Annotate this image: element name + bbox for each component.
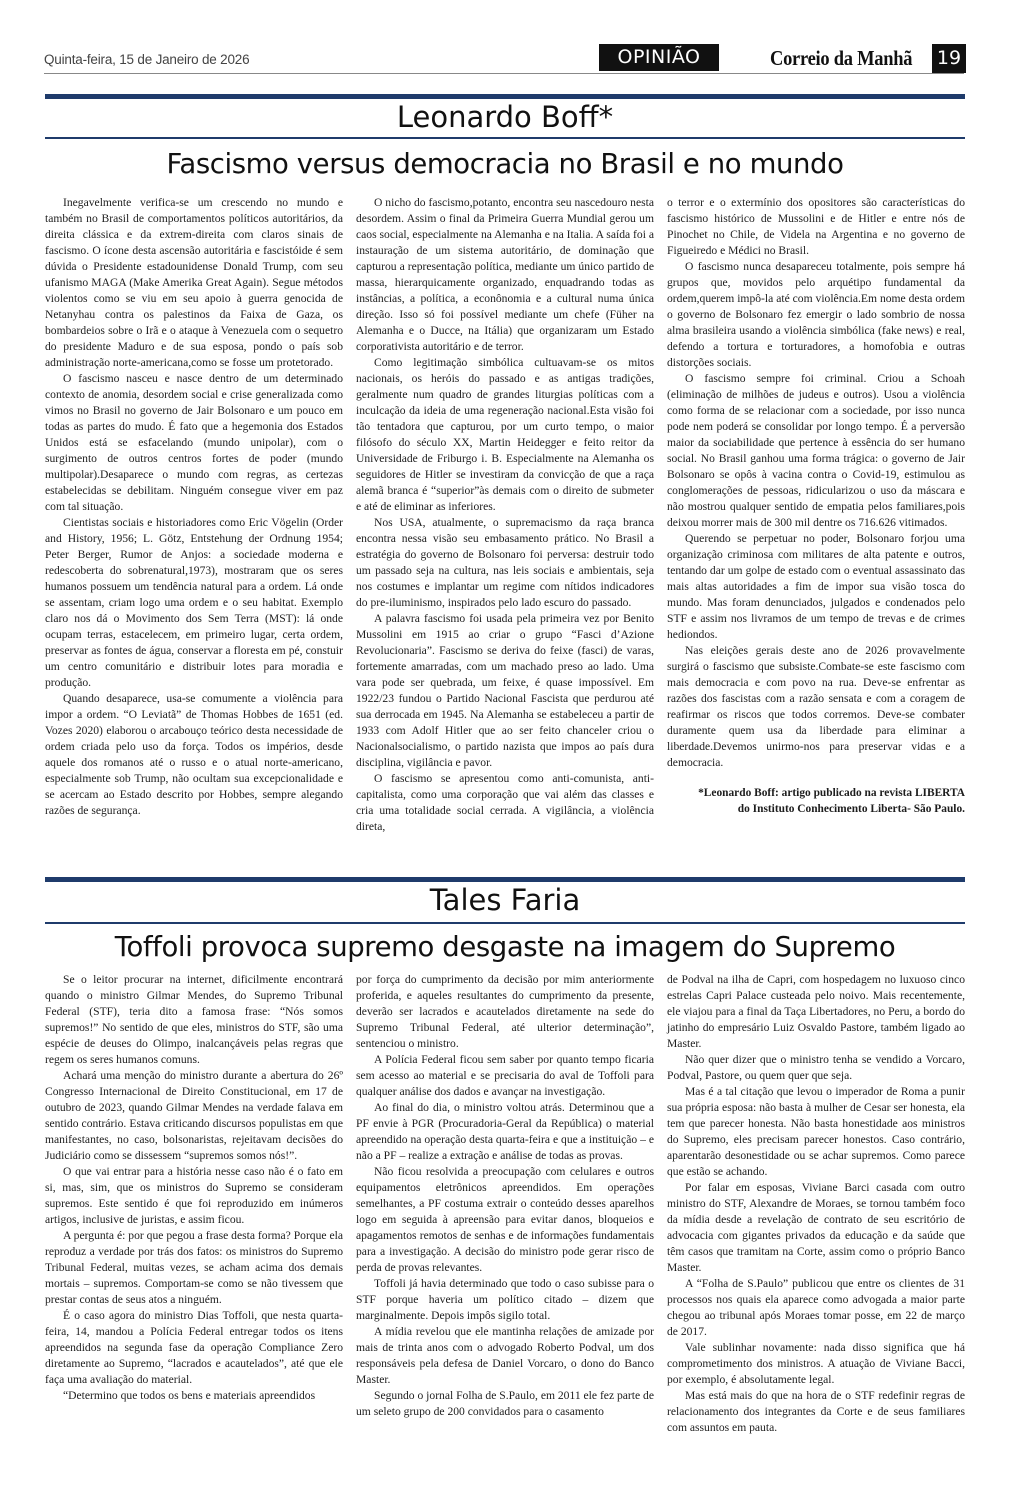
body-column-2	[356, 195, 654, 835]
paragraph: O fascismo sempre foi criminal. Criou a Schoah (eliminação de milhões de judeus e outros). Usou a violência como forma de se relacionar com a sociedade, por isso nunca pode nem poderá se consolidar por longo tempo. É a perversão maior da sociabilidade que pertence à essência do ser humano social. No Brasil ganhou uma forma trágica: o governo de Jair Bolsonaro se opôs à vacina contra o Covid-19, estimulou as conglomerações de pessoas, ridicularizou o uso da máscara e não mostrou qualquer sentido de empatia pelos familiares,pois deixou morrer mais de 300 mil dentre os 716.626 vitimados.	[667, 372, 965, 529]
paragraph: por força do cumprimento da decisão por mim anteriormente proferida, e aqueles resultantes do cumprimento da presente, deverão ser lacrados e acautelados diretamente na sede do Supremo Tribunal Federal, até ulterior determinação”, sentenciou o ministro.	[356, 973, 654, 1050]
paragraph: É o caso agora do ministro Dias Toffoli, que nesta quarta-feira, 14, mandou a Polícia Federal entregar todos os itens apreendidos na segunda fase da operação Compliance Zero diretamente ao Supremo, “lacrados e acautelados”, até que ele faça uma avaliação do material.	[45, 1309, 343, 1386]
paragraph: Quando desaparece, usa-se comumente a violência para impor a ordem. “O Leviatã” de Thomas Hobbes de 1651 (ed. Vozes 2020) elaborou o arcabouço teórico desta necessidade de ordem criada pelo uso da força. Todos os impérios, desde aquele dos romanos até o russo e o atual norte-americano, especialmente sob Trump, não ocultam sua excepcionalidade e se acercam ao Estado descrito por Hobbes, sempre alegando razões de segurança.	[45, 692, 343, 817]
body-column-1	[45, 195, 343, 835]
section-tag: OPINIÃO	[599, 44, 719, 71]
article-body	[45, 195, 965, 835]
paragraph: O fascismo nasceu e nasce dentro de um determinado contexto de anomia, desordem social e crise generalizada como vimos no Brasil no governo de Jair Bolsonaro e um pouco em todas as partes do mudo. É fato que a hegemonia dos Estados Unidos está se esfacelando (mundo unipolar), com o surgimento de outros centros fortes de poder (mundo multipolar).Desaparece o mundo com regras, as certezas estabelecidas se debilitam. Ninguém consegue viver em paz com tal situação.	[45, 372, 343, 513]
paragraph: “Determino que todos os bens e materiais apreendidos	[63, 1389, 316, 1402]
paragraph: Não quer dizer que o ministro tenha se vendido a Vorcaro, Podval, Pastore, ou quem quer que seja.	[667, 1053, 965, 1082]
paragraph: A palavra fascismo foi usada pela primeira vez por Benito Mussolini em 1915 ao criar o grupo “Fasci d’Azione Revolucionaria”. Fascismo se deriva do feixe (fasci) de varas, fortemente amarradas, com um machado preso ao lado. Uma vara pode ser quebrada, um feixe, é quase impossível. Em 1922/23 fundou o Partido Nacional Fascista que perdurou até sua derrocada em 1945. Na Alemanha se estabeleceu a partir de 1933 com Adolf Hitler que ao ser feito chanceler criou o Nacionalsocialismo, o partido nazista que impos ao país dura disciplina, vigilância e pavor.	[356, 612, 654, 769]
paragraph: A pergunta é: por que pegou a frase desta forma? Porque ela reproduz a verdade por trás dos fatos: os ministros do Supremo Tribunal Federal, muitas vezes, se acham acima dos demais mortais – supremos. Comportam-se como se não tivessem que prestar contas de seus atos a ninguém.	[45, 1229, 343, 1306]
paragraph: Por falar em esposas, Viviane Barci casada com outro ministro do STF, Alexandre de Moraes, se tornou também foco da mídia desde a revelação de contrato de seu escritório de advocacia com gigantes privados da educação e da saúde que têm casos que tramitam na Corte, assim como o próprio Banco Master.	[667, 1181, 965, 1274]
article-top-rule	[45, 877, 965, 882]
article-top-rule	[45, 94, 965, 99]
paragraph: Achará uma menção do ministro durante a abertura do 26º Congresso Internacional de Direito Constitucional, em 17 de outubro de 2023, quando Gilmar Mendes na verdade falava em sentido contrário. Estava criticando discursos populistas em que manifestantes, no caso, bolsonaristas, rejeitavam decisões do Judiciário como se dissessem “supremos somos nós!”.	[45, 1069, 343, 1162]
author-byline: Leonardo Boff*	[396, 100, 614, 134]
newspaper-logo: Correio da Manhã	[770, 46, 913, 70]
paragraph: Nas eleições gerais deste ano de 2026 provavelmente surgirá o fascismo que subsiste.Combate-se este fascismo com mais democracia e com povo na rua. Deve-se enfrentar as razões dos fascistas com a razão sensata e com a coragem de reafirmar os riscos que todos corremos. Deve-se combater duramente quem usa da liberdade para eliminar a liberdade.Devemos unirmo-nos para preservar vidas e a democracia.	[667, 644, 965, 769]
paragraph: Como legitimação simbólica cultuavam-se os mitos nacionais, os heróis do passado e as antigas tradições, geralmente num quadro de grandes liturgias políticas com a inculcação da ideia de uma regeneração nacional.Esta visão foi tão tentadora que capturou, por um curto tempo, o maior filósofo do século XX, Martin Heidegger e feito reitor da Universidade de Friburgo i. B. Especialmente na Alemanha os seguidores de Hitler se investiram da convicção de que a raça alemã branca é “superior”às demais com o direito de submeter e até de eliminar as inferiores.	[356, 356, 654, 513]
paragraph: A “Folha de S.Paulo” publicou que entre os clientes de 31 processos nos quais ela aparece como advogada a maior parte chegou ao tribunal após Moraes tomar posse, em 22 de março de 2017.	[667, 1277, 965, 1338]
paragraph: O fascismo se apresentou como anti-comunista, anti-capitalista, como uma corporação que vai além das classes e cria uma totalidade social cerrada. A vigilância, a violência direta,	[356, 772, 654, 833]
author-byline: Tales Faria	[429, 883, 581, 917]
paragraph: A Polícia Federal ficou sem saber por quanto tempo ficaria sem acesso ao material e se precisaria do aval de Toffoli para qualquer análise dos dados e avançar na investigação.	[356, 1053, 654, 1098]
page-masthead	[44, 44, 964, 74]
paragraph: Nos USA, atualmente, o supremacismo da raça branca encontra nessa visão seu embasamento prático. No Brasil a estratégia do governo de Bolsonaro foi perversa: destruir todo um passado seja na cultura, nas leis sociais e ambientais, seja nos costumes e implantar um regime com nítidos indicadores do pre-iluminismo, inspirados pelo lado escuro do passado.	[356, 516, 654, 609]
paragraph: O que vai entrar para a história nesse caso não é o fato em si, mas, sim, que os ministros do Supremo se consideram supremos. Este sentido é que foi reproduzido em inúmeros artigos, inclusive de juristas, e assim ficou.	[45, 1165, 343, 1226]
paragraph: Toffoli já havia determinado que todo o caso subisse para o STF porque haveria um político citado – dizem que marginalmente. Depois impôs sigilo total.	[356, 1277, 654, 1322]
article-headline: Toffoli provoca supremo desgaste na imagem do Supremo	[114, 931, 896, 963]
author-credit	[667, 785, 965, 817]
page-number: 19	[932, 44, 966, 73]
paragraph: Se o leitor procurar na internet, dificilmente encontrará quando o ministro Gilmar Mendes, do Supremo Tribunal Federal (STF), teria dito a famosa frase: “Nós somos supremos!” No sentido de que eles, ministros do STF, são uma espécie de deuses do Olimpo, inalcançáveis pelas regras que regem os seres humanos comuns.	[45, 973, 343, 1066]
paragraph: de Podval na ilha de Capri, com hospedagem no luxuoso cinco estrelas Capri Palace custeada pelo noivo. Mais recentemente, ele viajou para a final da Taça Libertadores, no Peru, a bordo do jatinho do empresário Luiz Osvaldo Pastore, também ligado ao Master.	[667, 973, 965, 1050]
paragraph: Cientistas sociais e historiadores como Eric Vögelin (Order and History, 1956; L. Götz, Entstehung der Ordnung 1954; Peter Berger, Rumor de Anjos: a sociedade moderna e redescoberta do sobrenatural,1973), mostraram que os seres humanos possuem um tendência natural para a ordem. Lá onde se assentam, criam logo uma ordem e o seu habitat. Exemplo claro nos dá o Movimento dos Sem Terra (MST): lá onde ocupam terras, estacelecem, em primeiro lugar, certa ordem, preservar as fontes de água, conservar a floresta em pé, constuir um centro comunitário e distribuir lotes para moradia e produção.	[45, 516, 343, 689]
paragraph: Ao final do dia, o ministro voltou atrás. Determinou que a PF envie à PGR (Procuradoria-Geral da República) o material apreendido na operação desta quarta-feira e que a instituição – e não a PF – realize a extração e análise de todas as provas.	[356, 1101, 654, 1162]
paragraph: Não ficou resolvida a preocupação com celulares e outros equipamentos eletrônicos apreendidos. Em operações semelhantes, a PF costuma extrair o conteúdo desses aparelhos logo em seguida à apreensão para evitar danos, bloqueios e apagamentos remotos de senhas e de informações fundamentais para a investigação. A decisão do ministro pode gerar risco de perda de provas relevantes.	[356, 1165, 654, 1274]
body-column-2	[356, 972, 654, 1436]
credit-line: *Leonardo Boff: artigo publicado na revista LIBERTA	[698, 787, 965, 799]
paragraph: O nicho do fascismo,potanto, encontra seu nascedouro nesta desordem. Assim o final da Primeira Guerra Mundial gerou um caos social, especialmente na Alemanha e na Italia. A saída foi a instauração de um sistema autoritário, de dominação que capturou a representação política, mediante um único partido de massa, hierarquicamente organizado, enquadrando todas as instâncias, a política, a econônomia e a cultural numa única direção. Isso só foi possível mediante um chefe (Füher na Alemanha e o Ducce, na Itália) que organizaram um Estado corporativista autoritário e de terror.	[356, 196, 654, 353]
article-body	[45, 972, 965, 1436]
credit-line: do Instituto Conhecimento Liberta- São Paulo.	[737, 803, 965, 815]
byline-divider	[45, 137, 965, 139]
paragraph: O fascismo nunca desapareceu totalmente, pois sempre há grupos que, movidos pelo arquétipo fundamental da ordem,querem impô-la até com violência.Em nome desta ordem o governo de Bolsonaro fez emergir o lado sombrio de nossa alma brasileira usando a violência simbólica (fake news) e real, defendo a tortura e torturadores, a homofobia e outras distorções sociais.	[667, 260, 965, 369]
paragraph: Querendo se perpetuar no poder, Bolsonaro forjou uma organização criminosa com militares de alta patente e outros, tentando dar um golpe de estado com o eventual assassinato das mais altas autoridades a fim de impor sua visão tosca do mundo. Mas foram denunciados, julgados e condenados pelo STF e assim nos livramos de um tempo de trevas e de crimes hediondos.	[667, 532, 965, 641]
body-column-1	[45, 972, 343, 1436]
issue-date: Quinta-feira, 15 de Janeiro de 2026	[44, 52, 250, 67]
paragraph: Segundo o jornal Folha de S.Paulo, em 2011 ele fez parte de um seleto grupo de 200 convidados para o casamento	[356, 1389, 655, 1418]
article-headline: Fascismo versus democracia no Brasil e no mundo	[166, 148, 844, 180]
paragraph: A mídia revelou que ele mantinha relações de amizade por mais de trinta anos com o advogado Roberto Podval, um dos responsáveis pela defesa de Daniel Vorcaro, o dono do Banco Master.	[356, 1325, 654, 1386]
body-column-3	[667, 972, 965, 1436]
paragraph: Vale sublinhar novamente: nada disso significa que há comprometimento dos ministros. A atuação de Viviane Bacci, por exemplo, é absolutamente legal.	[667, 1341, 965, 1386]
paragraph: Mas é a tal citação que levou o imperador de Roma a punir sua própria esposa: não basta à mulher de Cesar ser honesta, ela tem que parecer honesta. Não basta honestidade aos ministros do Supremo, eles precisam parecer honestos. Caso contrário, aparentarão desonestidade ou se achar supremos. Como parece que estão se achando.	[667, 1085, 965, 1178]
paragraph: Inegavelmente verifica-se um crescendo no mundo e também no Brasil de comportamentos políticos autoritários, da direita clássica e da extrem-direita com claros sinais de fascismo. O ícone desta ascensão autoritária e fascistóide é sem dúvida o Presidente estadounidense Donald Trump, com seu ufanismo MAGA (Make Amerika Great Again). Segue métodos violentos como se viu em seu apoio à guerra genocida de Netanyhau contra os palestinos da Faixa de Gaza, os bombardeios sobre o Irã e o ataque à Venezuela com o sequetro do presidente Maduro e de sua esposa, pondo o país sob administração norte-americana,como se fosse um protetorado.	[45, 196, 343, 369]
byline-divider	[45, 922, 965, 924]
paragraph: Mas está mais do que na hora de o STF redefinir regras de relacionamento dos integrantes da Corte e de seus familiares com assuntos em pauta.	[667, 1389, 965, 1434]
body-column-3	[667, 195, 965, 835]
masthead-divider	[44, 73, 964, 74]
paragraph: o terror e o extermínio dos opositores são características do fascismo histórico de Mussolini e de Hitler e entre nós de Pinochet no Chile, de Videla na Argentina e no governo de Figueiredo e Médici no Brasil.	[667, 196, 965, 257]
